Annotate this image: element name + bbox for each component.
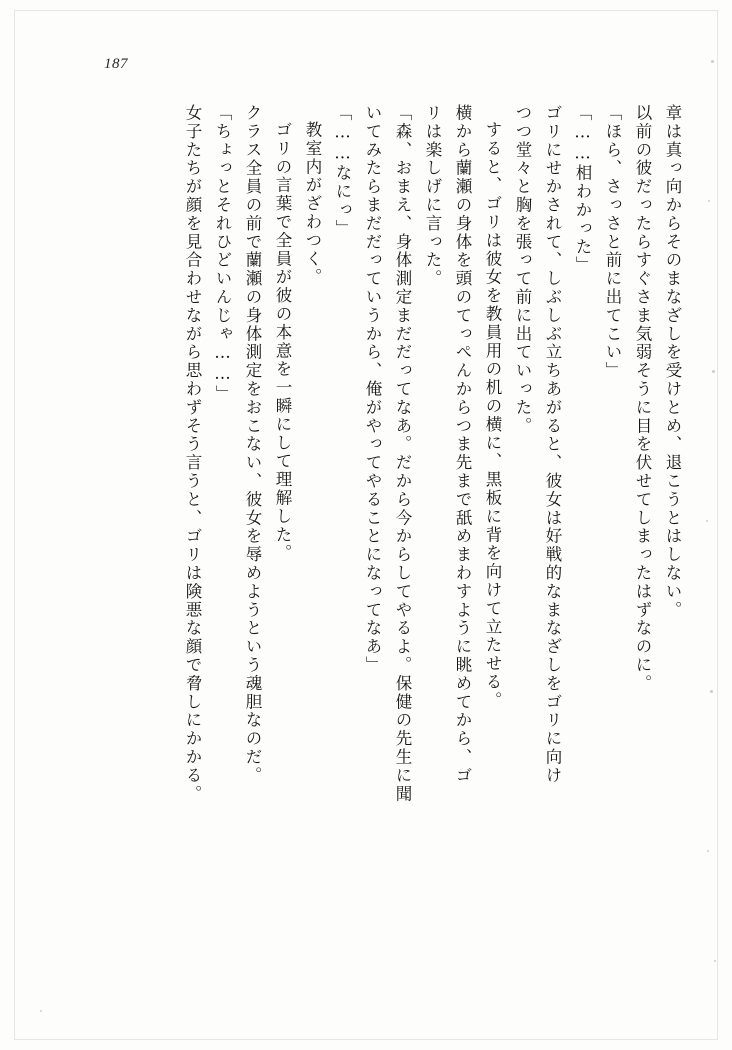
text-line: ゴリの言葉で全員が彼の本意を一瞬にして理解した。 bbox=[273, 121, 292, 563]
text-line: ゴリにせかされて、しぶしぶ立ちあがると、彼女は好戦的なまなざしをゴリに向け bbox=[543, 104, 562, 785]
text-line: すると、ゴリは彼女を教員用の机の横に、黒板に背を向けて立たせる。 bbox=[483, 121, 502, 710]
scan-speckle bbox=[708, 200, 710, 202]
text-line: いてみたらまだだっていうから、俺がやってやることになってなあ」 bbox=[363, 104, 382, 675]
text-line: 章は真っ向からそのまなざしを受けとめ、退こうとはしない。 bbox=[663, 104, 682, 620]
text-line: 「ちょっとそれひどいんじゃ……」 bbox=[213, 104, 232, 404]
text-line: 「……相わかった」 bbox=[573, 104, 592, 275]
text-line: 「ほら、さっさと前に出てこい」 bbox=[603, 104, 622, 380]
text-line: 「……なにっ」 bbox=[333, 104, 352, 238]
text-line: クラス全員の前で蘭瀬の身体測定をおこない、彼女を辱めようという魂胆なのだ。 bbox=[243, 104, 262, 785]
scan-speckle bbox=[710, 690, 713, 693]
scan-speckle bbox=[711, 60, 714, 63]
scan-speckle bbox=[707, 850, 709, 852]
page-body-text bbox=[60, 104, 680, 949]
scan-speckle bbox=[706, 520, 708, 522]
text-line: 教室内がざわつく。 bbox=[303, 121, 322, 287]
text-line: 横から蘭瀬の身体を頭のてっぺんからつま先まで舐めまわすように眺めてから、ゴ bbox=[453, 104, 472, 785]
page-number: 187 bbox=[104, 56, 128, 72]
scan-speckle bbox=[40, 1010, 42, 1012]
text-line: 「森、おまえ、身体測定まだだってなあ。だから今からしてやるよ。保健の先生に聞 bbox=[393, 104, 412, 804]
text-line: 以前の彼だったらすぐさま気弱そうに目を伏せてしまったはずなのに。 bbox=[633, 104, 652, 693]
text-line: つつ堂々と胸を張って前に出ていった。 bbox=[513, 104, 532, 436]
scan-speckle bbox=[712, 370, 715, 373]
scan-speckle bbox=[714, 960, 716, 962]
text-line: リは楽しげに言った。 bbox=[423, 104, 442, 288]
text-line: 女子たちが顔を見合わせながら思わずそう言うと、ゴリは険悪な顔で脅しにかかる。 bbox=[183, 104, 202, 804]
